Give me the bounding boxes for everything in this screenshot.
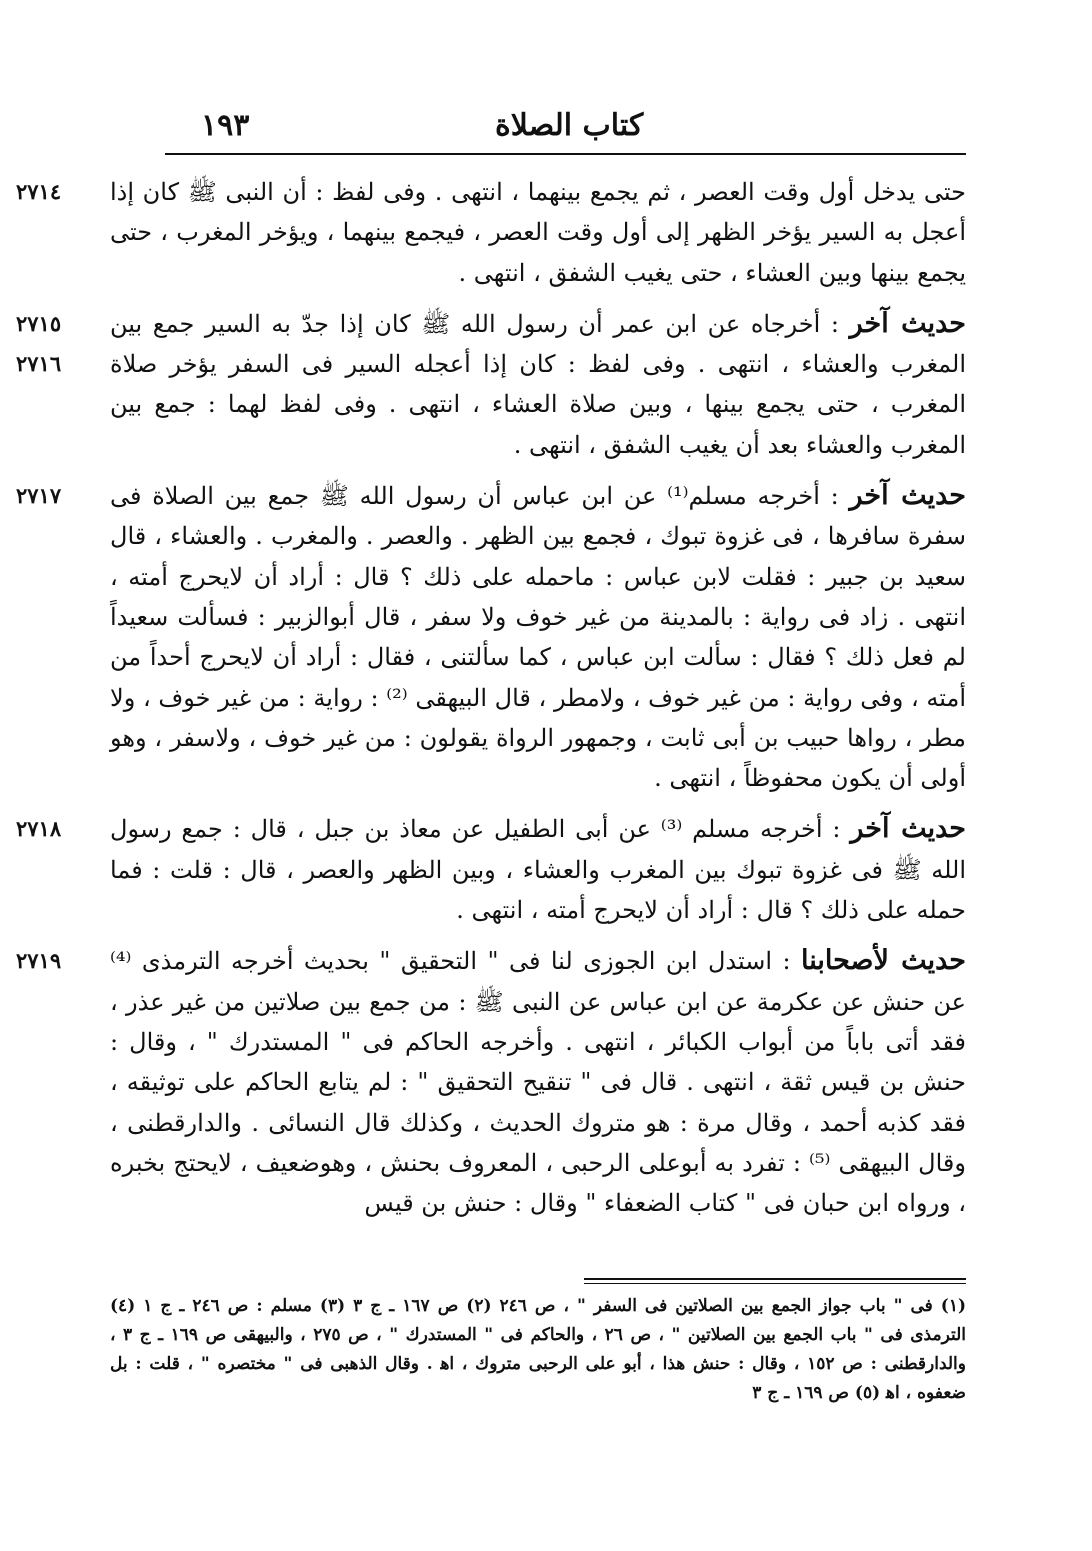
paragraph-heading: حديث آخر [849, 307, 966, 339]
hadith-number: ٢٧١٦ [16, 350, 62, 376]
paragraph-heading: حديث آخر [850, 813, 966, 845]
footnotes: (١) فى " باب جواز الجمع بين الصلاتين فى السفر " ، ص ٢٤٦ (٢) ص ١٦٧ ـ ج ٣ (٣) مسلم : ص ٢٤٦ ـ ج ١ (٤) الترمذى فى " باب الجمع بين الصلاتين " ، ص ٢٦ ، والحاكم فى " المستدرك " ، ص ٢٧٥ ، والبيهقى ص ١٦٩ ـ ج ٣ ، والدارقطنى : ص ١٥٢ ، وقال : حنش هذا ، أبو على الرحبى متروك ، اه‍ . وقال الذهبى فى " مختصره " ، قلت : بل ضعفوه ، اه‍ (٥) ص ١٦٩ ـ ج ٣ [110, 1296, 966, 1403]
footnote-divider [584, 1278, 966, 1280]
main-text [16, 172, 967, 1234]
chapter-title: كتاب الصلاة [495, 108, 644, 143]
page-number: ١٩٣ [201, 108, 250, 143]
paragraph-text: : استدل ابن الجوزى لنا فى " التحقيق " بحديث أخرجه الترمذى ⁽⁴⁾ عن حنش عن عكرمة عن ابن عباس عن النبى ﷺ : من جمع بين صلاتين من غير عذر ، فقد أتى باباً من أبواب الكبائر ، انتهى . وأخرجه الحاكم فى " المستدرك " ، وقال : حنش بن قيس ثقة ، انتهى . قال فى " تنقيح التحقيق " : لم يتابع الحاكم على توثيقه ، فقد كذبه أحمد ، وقال مرة : هو متروك الحديث ، وكذلك قال النسائى . والدارقطنى ، وقال البيهقى ⁽⁵⁾ : تفرد به أبوعلى الرحبى ، المعروف بحنش ، وهوضعيف ، لايحتج بخبره ، ورواه ابن حبان فى " كتاب الضعفاء " وقال : حنش بن قيس [110, 947, 966, 1218]
hadith-number: ٢٧١٤ [16, 179, 62, 204]
paragraph-text: : أخرجه مسلم ⁽³⁾ عن أبى الطفيل عن معاذ بن جبل ، قال : جمع رسول الله ﷺ فى غزوة تبوك بين المغرب والعشاء ، وبين الظهر والعصر ، قال : قلت : فما حمله على ذلك ؟ قال : أراد أن لايحرج أمته ، انتهى . [110, 815, 966, 925]
hadith-paragraph [16, 941, 966, 1223]
paragraph-text: : أخرجه مسلم⁽¹⁾ عن ابن عباس أن رسول الله ﷺ جمع بين الصلاة فى سفرة سافرها ، فى غزوة تبوك ، فجمع بين الظهر . والعصر . والمغرب . والعشاء ، قال سعيد بن جبير : فقلت لابن عباس : ماحمله على ذلك ؟ قال : أراد أن لايحرج أمته ، انتهى . زاد فى رواية : بالمدينة من غير خوف ولا سفر ، قال أبوالزبير : فسألت سعيداً لم فعل ذلك ؟ فقال : سألت ابن عباس ، كما سألتنى ، فقال : أراد أن لايحرج أحداً من أمته ، وفى رواية : من غير خوف ، ولامطر ، قال البيهقى ⁽²⁾ : رواية : من غير خوف ، ولا مطر ، رواها حبيب بن أبى ثابت ، وجمهور الرواة يقولون : من غير خوف ، ولاسفر ، وهو أولى أن يكون محفوظاً ، انتهى . [110, 482, 967, 793]
hadith-number: ٢٧١٩ [16, 948, 62, 974]
hadith-paragraph [16, 304, 966, 465]
hadith-paragraph [16, 809, 966, 930]
paragraph-text: حتى يدخل أول وقت العصر ، ثم يجمع بينهما ، انتهى . وفى لفظ : أن النبى ﷺ كان إذا أعجل به السير يؤخر الظهر إلى أول وقت العصر ، فيجمع بينهما ، ويؤخر المغرب ، حتى يجمع بينها وبين العشاء ، حتى يغيب الشفق ، انتهى . [110, 178, 966, 287]
hadith-number: ٢٧١٥ [16, 310, 62, 336]
paragraph-text: : أخرجاه عن ابن عمر أن رسول الله ﷺ كان إذا جدّ به السير جمع بين المغرب والعشاء ، انتهى . وفى لفظ : كان إذا أعجله السير فى السفر يؤخر صلاة المغرب ، حتى يجمع بينها ، وبين صلاة العشاء ، انتهى . وفى لفظ لهما : جمع بين المغرب والعشاء بعد أن يغيب الشفق ، انتهى . [110, 309, 966, 459]
hadith-number: ٢٧١٧ [16, 483, 62, 509]
paragraph-heading: حديث لأصحابنا [801, 945, 966, 977]
header-divider [165, 153, 966, 155]
paragraph-heading: حديث آخر [849, 480, 967, 512]
page-header [165, 108, 965, 150]
hadith-number: ٢٧١٨ [16, 816, 62, 842]
footnote-divider-thin [584, 1283, 966, 1284]
hadith-paragraph [16, 172, 966, 293]
hadith-paragraph [16, 476, 967, 798]
